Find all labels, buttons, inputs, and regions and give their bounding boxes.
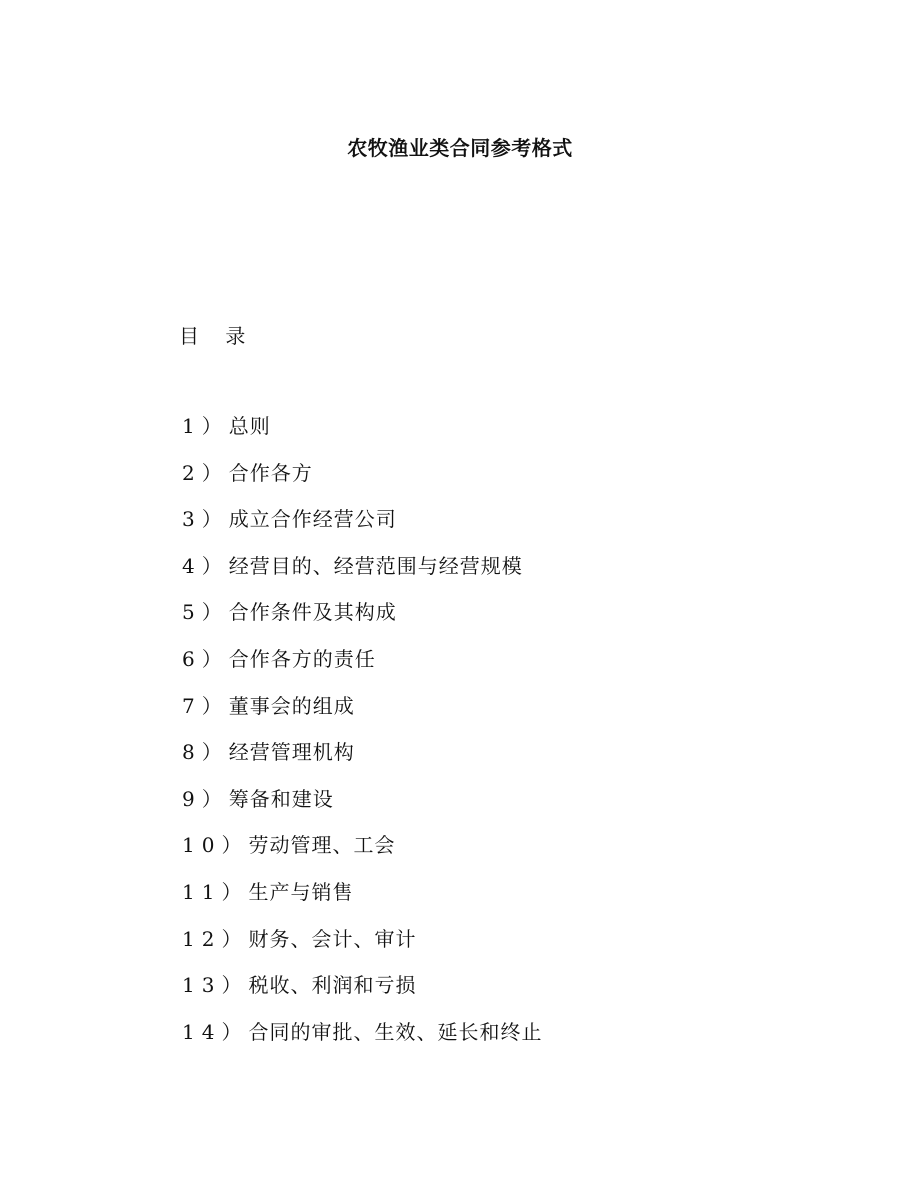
toc-list [182, 412, 542, 1064]
toc-heading: 目 录 [179, 324, 256, 348]
toc-item [182, 925, 542, 972]
toc-item-number: 10） [182, 833, 249, 858]
toc-item-text: 合作各方 [228, 460, 313, 485]
toc-item-number: 14） [182, 1019, 249, 1044]
toc-item [182, 645, 542, 692]
toc-item-number: 7） [182, 693, 229, 718]
toc-item-text: 劳动管理、工会 [248, 833, 396, 858]
toc-item-text: 董事会的组成 [228, 693, 355, 718]
toc-item-text: 成立合作经营公司 [228, 507, 397, 532]
toc-item-number: 1） [182, 414, 229, 438]
toc-item-text: 合作条件及其构成 [228, 600, 397, 625]
toc-item-number: 2） [182, 460, 229, 485]
toc-item-number: 13） [182, 973, 249, 998]
toc-item-text: 筹备和建设 [228, 786, 334, 811]
toc-item-number: 3） [182, 507, 229, 532]
toc-item-text: 经营目的、经营范围与经营规模 [228, 553, 523, 578]
document-title: 农牧渔业类合同参考格式 [347, 136, 573, 160]
toc-item [182, 552, 542, 599]
toc-item-number: 4） [182, 553, 229, 578]
toc-item [182, 971, 542, 1018]
toc-item-number: 12） [182, 926, 249, 951]
toc-item [182, 598, 542, 645]
toc-item-number: 8） [182, 740, 229, 765]
toc-item-number: 11） [182, 879, 249, 904]
toc-item [182, 505, 542, 552]
toc-item-text: 总则 [228, 414, 271, 438]
toc-item [182, 1018, 542, 1065]
toc-item-text: 经营管理机构 [228, 740, 355, 765]
toc-item [182, 831, 542, 878]
toc-item-text: 税收、利润和亏损 [248, 973, 417, 998]
toc-item [182, 412, 542, 459]
toc-item [182, 459, 542, 506]
toc-item [182, 692, 542, 739]
toc-item-number: 6） [182, 646, 229, 671]
toc-item-number: 5） [182, 600, 229, 625]
toc-item-text: 财务、会计、审计 [248, 926, 417, 951]
toc-item-text: 生产与销售 [248, 879, 354, 904]
toc-item-text: 合同的审批、生效、延长和终止 [248, 1019, 543, 1044]
toc-item-number: 9） [182, 786, 229, 811]
toc-item [182, 738, 542, 785]
toc-item-text: 合作各方的责任 [228, 646, 376, 671]
toc-item [182, 785, 542, 832]
toc-item [182, 878, 542, 925]
